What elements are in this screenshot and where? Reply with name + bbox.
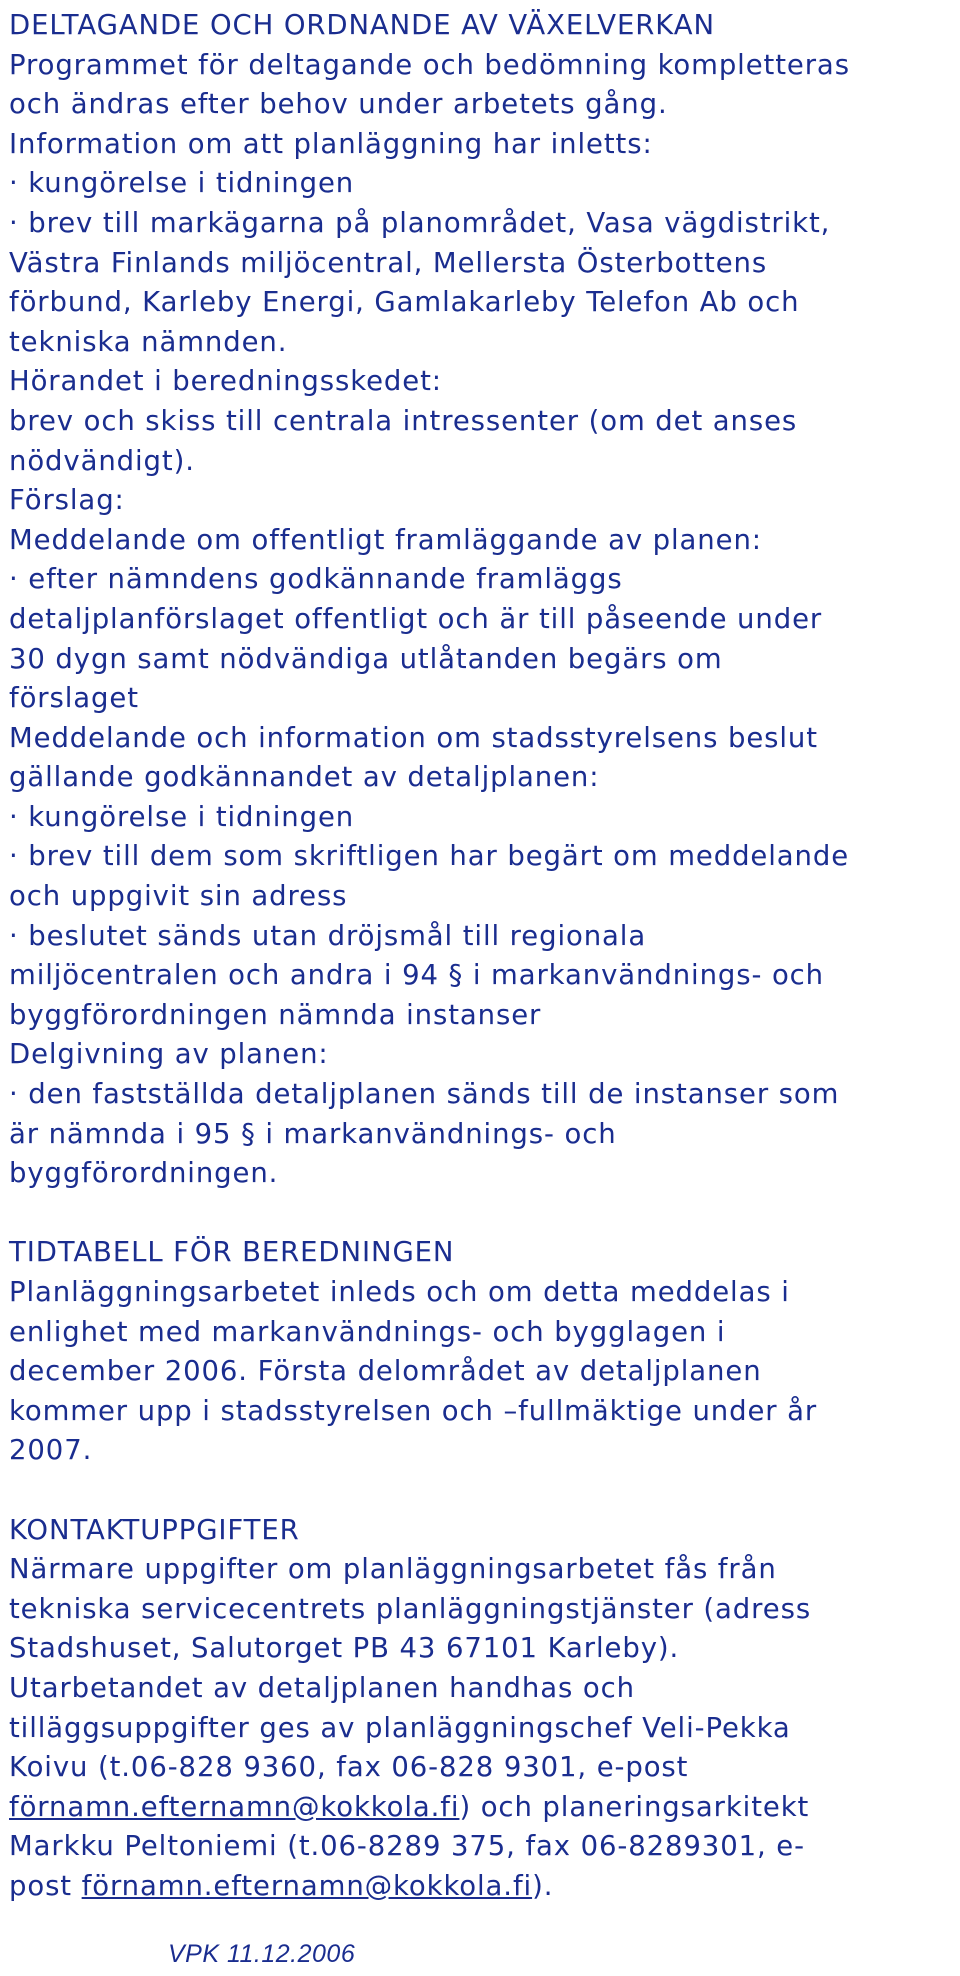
paragraph-line: tekniska servicecentrets planläggningstjänster (adress — [9, 1592, 812, 1625]
paragraph-line: nödvändigt). — [9, 444, 195, 477]
document-body — [9, 6, 949, 1907]
paragraph-line: Programmet för deltagande och bedömning kompletteras — [9, 48, 850, 81]
paragraph-line — [9, 1867, 949, 1907]
paragraph-line: detaljplanförslaget offentligt och är till påseende under — [9, 602, 823, 635]
list-item: · brev till markägarna på planområdet, Vasa vägdistrikt, — [9, 206, 831, 239]
paragraph-line: Delgivning av planen: — [9, 1038, 329, 1071]
paragraph-line: Närmare uppgifter om planläggningsarbetet fås från — [9, 1553, 777, 1586]
paragraph-text: ). — [532, 1869, 554, 1902]
section-deltagande — [9, 6, 949, 1194]
paragraph-line: Koivu (t.06-828 9360, fax 06-828 9301, e-post — [9, 1751, 689, 1784]
paragraph-line: enlighet med markanvändnings- och bygglagen i — [9, 1315, 726, 1348]
email-link[interactable]: förnamn.efternamn@kokkola.fi — [81, 1869, 533, 1902]
paragraph-line: Information om att planläggning har inletts: — [9, 127, 653, 160]
paragraph-line: Hörandet i beredningsskedet: — [9, 365, 442, 398]
paragraph-line: Västra Finlands miljöcentral, Mellersta Österbottens — [9, 246, 768, 279]
paragraph-line — [9, 1788, 949, 1828]
list-item: · beslutet sänds utan dröjsmål till regionala — [9, 919, 647, 952]
list-item: · den fastställda detaljplanen sänds till de instanser som — [9, 1078, 840, 1111]
paragraph-line: kommer upp i stadsstyrelsen och –fullmäktige under år — [9, 1394, 818, 1427]
section-spacer — [9, 1471, 949, 1511]
paragraph-line: Planläggningsarbetet inleds och om detta meddelas i — [9, 1276, 790, 1308]
section-tidtabell — [9, 1233, 949, 1471]
list-item: · efter nämndens godkännande framläggs — [9, 563, 623, 596]
section-spacer — [9, 1194, 949, 1234]
section-heading: KONTAKTUPPGIFTER — [9, 1513, 300, 1546]
paragraph-line: Meddelande och information om stadsstyrelsens beslut — [9, 721, 818, 754]
list-item: · brev till dem som skriftligen har begärt om meddelande — [9, 840, 850, 873]
paragraph-line: är nämnda i 95 § i markanvändnings- och — [9, 1117, 617, 1150]
paragraph-line: Meddelande om offentligt framläggande av planen: — [9, 523, 762, 556]
section-kontakt — [9, 1511, 949, 1907]
paragraph-line: förbund, Karleby Energi, Gamlakarleby Telefon Ab och — [9, 286, 800, 319]
list-item: · kungörelse i tidningen — [9, 800, 355, 833]
paragraph-text: post — [9, 1869, 82, 1902]
section-heading: DELTAGANDE OCH ORDNANDE AV VÄXELVERKAN — [9, 9, 715, 41]
paragraph-line: miljöcentralen och andra i 94 § i markanvändnings- och — [9, 959, 825, 992]
paragraph-line: tilläggsuppgifter ges av planläggningschef Veli-Pekka — [9, 1711, 791, 1744]
paragraph-line: förslaget — [9, 682, 139, 715]
section-heading: TIDTABELL FÖR BEREDNINGEN — [9, 1236, 455, 1269]
paragraph-line: 30 dygn samt nödvändiga utlåtanden begärs om — [9, 642, 723, 675]
paragraph-line: december 2006. Första delområdet av detaljplanen — [9, 1355, 762, 1388]
paragraph-line: brev och skiss till centrala intressenter (om det anses — [9, 404, 798, 437]
list-item: · kungörelse i tidningen — [9, 167, 355, 200]
paragraph-line: gällande godkännandet av detaljplanen: — [9, 761, 600, 794]
paragraph-line: och uppgivit sin adress — [9, 880, 348, 913]
footer-date: VPK 11.12.2006 — [168, 1940, 356, 1968]
paragraph-line: byggförordningen nämnda instanser — [9, 998, 542, 1031]
paragraph-line: Markku Peltoniemi (t.06-8289 375, fax 06-8289301, e- — [9, 1830, 805, 1863]
paragraph-line: Förslag: — [9, 484, 125, 517]
paragraph-line: Stadshuset, Salutorget PB 43 67101 Karleby). — [9, 1632, 680, 1665]
paragraph-line: tekniska nämnden. — [9, 325, 288, 358]
paragraph-text: ) och planeringsarkitekt — [459, 1790, 810, 1823]
paragraph-line: 2007. — [9, 1434, 93, 1467]
email-link[interactable]: förnamn.efternamn@kokkola.fi — [9, 1790, 460, 1823]
paragraph-line: Utarbetandet av detaljplanen handhas och — [9, 1671, 635, 1704]
paragraph-line: byggförordningen. — [9, 1157, 279, 1190]
paragraph-line: och ändras efter behov under arbetets gång. — [9, 88, 668, 121]
